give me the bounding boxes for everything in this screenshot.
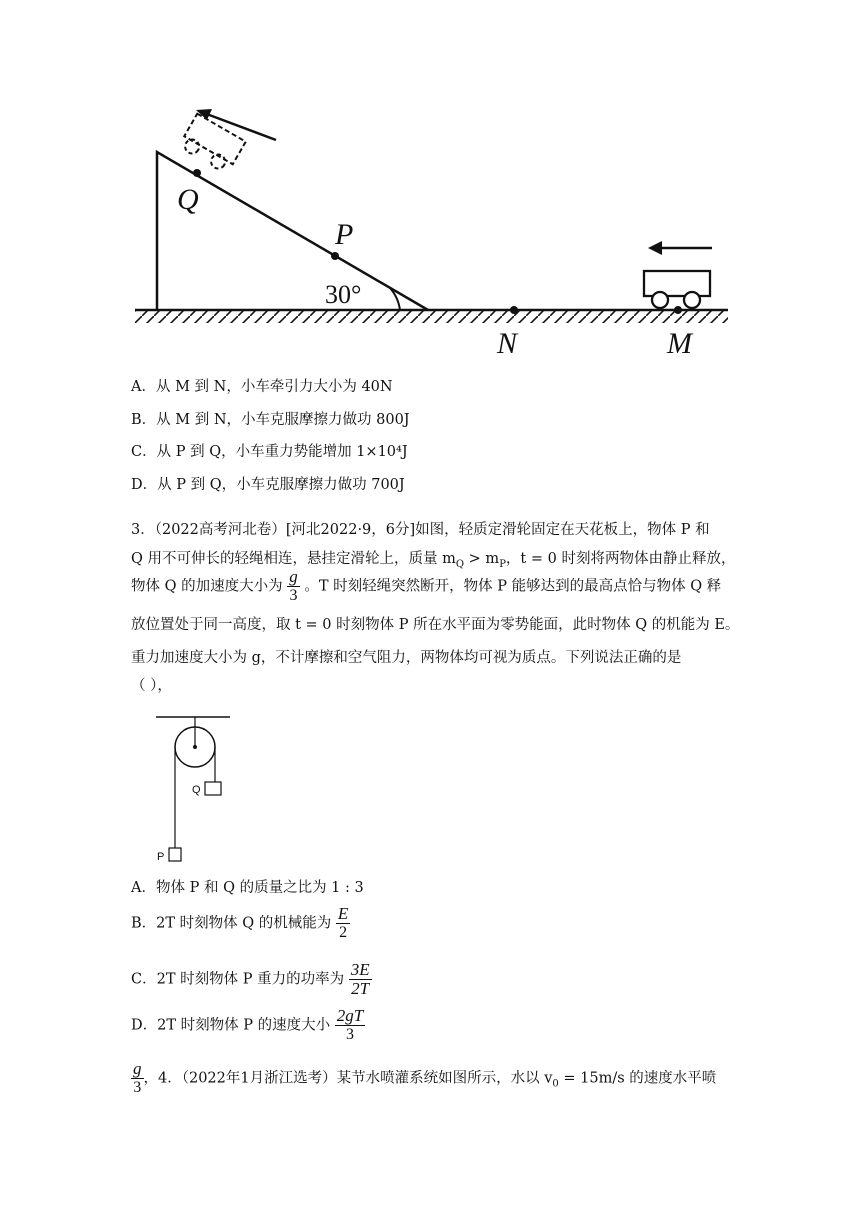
car-on-ground (644, 271, 710, 308)
point-m-dot (674, 306, 682, 314)
fraction-2gt-over-3: $\frac{2gT}{3}$ (336, 1006, 364, 1043)
q2-option-d: D．从 P 到 Q，小车克服摩擦力做功 700J (131, 477, 405, 493)
stray-fraction-g-over-3: $\frac{g}{3}$ (133, 1059, 142, 1096)
fraction-g-over-3: $\frac{g}{3}$ (289, 567, 298, 604)
q2-option-b: B．从 M 到 N，小车克服摩擦力做功 800J (131, 412, 410, 428)
label-n: N (497, 327, 518, 360)
q3-option-d: D．2T 时刻物体 P 的速度大小 $\frac{2gT}{3}$ (131, 1006, 364, 1043)
q3-option-a: A．物体 P 和 Q 的质量之比为 1 : 3 (131, 880, 364, 896)
fig2-label-q: Q (192, 784, 201, 796)
q3-line-1: 3．（2022高考河北卷）[河北2022·9，6分]如图，轻质定滑轮固定在天花板上，物体 P 和 (131, 522, 710, 538)
incline-figure (130, 100, 735, 365)
q3-option-c: C．2T 时刻物体 P 重力的功率为 $\frac{3E}{2T}$ (131, 960, 370, 998)
q2-option-c: C．从 P 到 Q，小车重力势能增加 1×10⁴J (131, 444, 408, 460)
point-q-dot (193, 169, 201, 177)
q3-line-5: 重力加速度大小为 g，不计摩擦和空气阻力，两物体均可视为质点。下列说法正确的是 (131, 650, 682, 666)
q2-option-a: A．从 M 到 N，小车牵引力大小为 40N (131, 379, 393, 395)
car-arrow-icon (648, 241, 712, 255)
fig2-label-p: P (157, 851, 165, 863)
point-p-dot (331, 252, 339, 260)
dashed-car-on-slope (178, 114, 245, 175)
q3-line-6: （ ）， (131, 678, 172, 694)
label-angle: 30° (325, 280, 362, 309)
q3-line-2: Q 用不可伸长的轻绳相连，悬挂定滑轮上，质量 $m_Q > m_P$，t = 0 时刻将两物体由静止释放， (131, 551, 736, 570)
point-n-dot (510, 306, 518, 314)
q3-option-b: B．2T 时刻物体 Q 的机械能为 $\frac{E}{2}$ (131, 904, 349, 941)
fraction-e-over-2: $\frac{E}{2}$ (337, 904, 349, 941)
label-m: M (667, 327, 692, 360)
fraction-3e-over-2t: $\frac{3E}{2T}$ (350, 960, 370, 998)
block-p (169, 848, 181, 861)
q3-line-3: 物体 Q 的加速度大小为 $\frac{g}{3}$ 。T 时刻轻绳突然断开，物体 P 能够达到的最高点恰与物体 Q 释 (131, 567, 722, 604)
q4-line: $\frac{g}{3}$ ，4．（2022年1月浙江选考）某节水喷灌系统如图所示，水以 $v_0 = 15m/s$ 的速度水平喷 (133, 1059, 717, 1096)
label-p: P (335, 218, 354, 251)
pulley-axle (193, 745, 197, 749)
q3-line-4: 放位置处于同一高度，取 t = 0 时刻物体 P 所在水平面为零势能面，此时物体 Q 的机能为 E。 (131, 617, 740, 633)
label-q: Q (177, 183, 199, 216)
block-q (205, 782, 221, 795)
ground-hatching (135, 311, 728, 323)
